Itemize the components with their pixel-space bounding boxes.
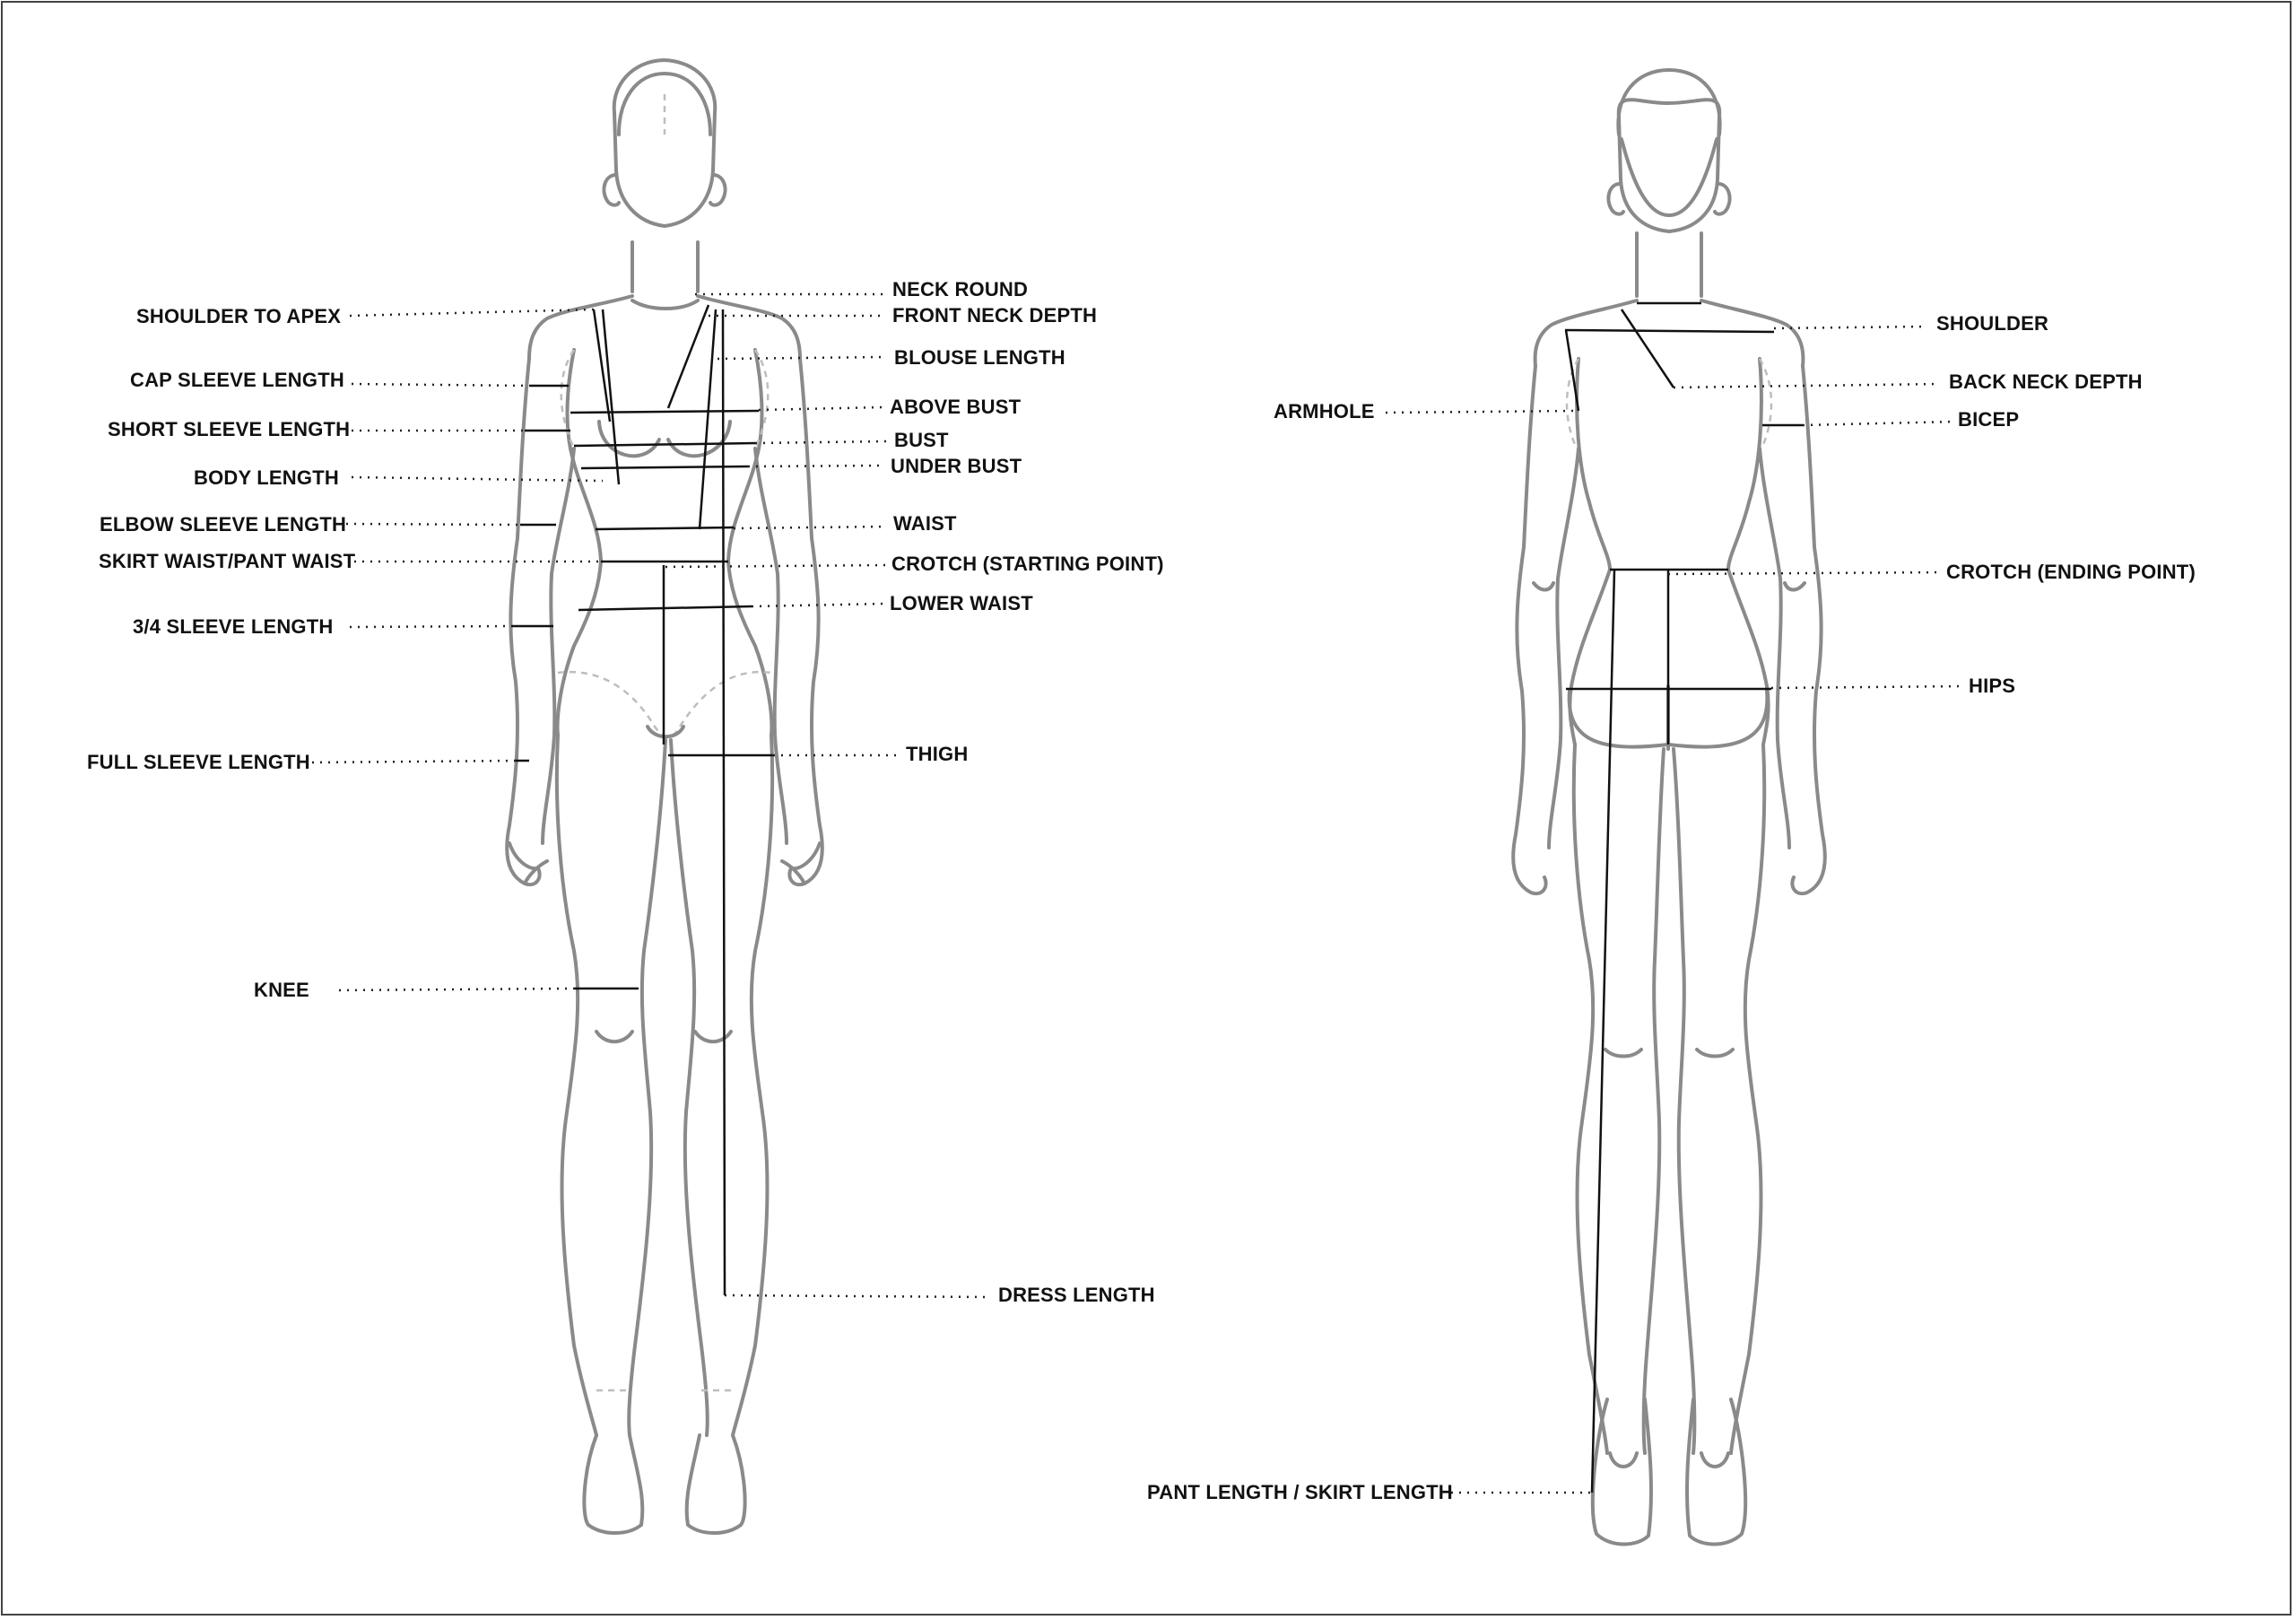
label-knee: KNEE	[254, 979, 309, 1001]
back-torso-left	[1570, 359, 1610, 745]
leader-dress-length	[725, 1295, 987, 1297]
label-bicep: BICEP	[1958, 408, 2020, 431]
leader-cap-sleeve	[352, 384, 529, 386]
back-heel-right	[1701, 1453, 1728, 1467]
front-crotch	[648, 727, 683, 736]
front-arm-right-outer	[789, 359, 822, 884]
label-pant-length-skirt-length: PANT LENGTH / SKIRT LENGTH	[1147, 1481, 1453, 1503]
label-waist: WAIST	[893, 512, 957, 535]
label-full-sleeve-length: FULL SLEEVE LENGTH	[87, 751, 310, 773]
label-dress-length: DRESS LENGTH	[998, 1284, 1155, 1306]
front-leg-left-inner	[629, 740, 665, 1435]
leader-bicep	[1803, 422, 1955, 425]
front-knee-left	[596, 1032, 632, 1041]
front-arm-left-outer	[507, 359, 539, 884]
back-torso-right	[1728, 359, 1769, 745]
label-crotch-starting-point: CROTCH (STARTING POINT)	[891, 553, 1164, 575]
back-neck-outline	[1637, 233, 1701, 296]
front-leg-left-outer	[557, 736, 596, 1435]
leader-bust	[755, 441, 886, 443]
back-leg-right-outer	[1731, 745, 1764, 1453]
back-arm-left-outer	[1513, 366, 1545, 893]
leader-hips	[1771, 686, 1962, 688]
front-knee-right	[695, 1032, 731, 1041]
front-bust-left	[599, 422, 659, 456]
back-hair-outline	[1622, 139, 1718, 215]
measure-waist	[596, 527, 734, 529]
leader-crotch-end	[1668, 572, 1939, 574]
leader-blouse-length	[718, 357, 886, 359]
measure-front-neck-depth	[668, 305, 709, 408]
label-back-neck-depth: BACK NECK DEPTH	[1949, 370, 2143, 393]
measure-bust	[574, 443, 755, 446]
label-lower-waist: LOWER WAIST	[890, 592, 1033, 614]
back-arm-right-outer	[1792, 366, 1824, 893]
back-shoulder-right	[1701, 300, 1803, 366]
measure-blouse-length	[700, 309, 716, 529]
front-neck-outline	[632, 242, 698, 292]
label-short-sleeve-length: SHORT SLEEVE LENGTH	[108, 418, 351, 440]
leader-body-length	[352, 477, 603, 481]
back-elbow-right	[1785, 583, 1805, 590]
front-shoulder-left	[529, 296, 632, 359]
leader-full-sleeve	[312, 761, 516, 762]
label-under-bust: UNDER BUST	[891, 455, 1022, 477]
label-body-length: BODY LENGTH	[194, 466, 339, 489]
label-shoulder: SHOULDER	[1936, 312, 2049, 335]
label-bust: BUST	[894, 429, 949, 451]
back-leg-right-inner	[1674, 749, 1694, 1453]
front-leg-right-inner	[671, 740, 708, 1435]
measure-above-bust	[570, 411, 759, 413]
back-figure	[1386, 70, 1962, 1545]
front-leg-right-outer	[733, 736, 772, 1435]
measure-shoulder	[1565, 330, 1774, 332]
front-foot-left	[584, 1435, 642, 1533]
measure-pant-length	[1592, 570, 1614, 1493]
measure-dress-length	[723, 309, 725, 1295]
back-knee-right	[1697, 1050, 1733, 1057]
measure-body-length	[603, 309, 619, 484]
front-bust-right	[668, 422, 730, 456]
label-cap-sleeve-length: CAP SLEEVE LENGTH	[130, 369, 344, 391]
label-blouse-length: BLOUSE LENGTH	[894, 346, 1065, 369]
front-torso-left	[558, 350, 601, 736]
leader-knee	[339, 989, 574, 990]
front-torso-right	[728, 350, 771, 736]
front-hair-outline	[619, 74, 710, 135]
leader-above-bust	[759, 407, 883, 410]
back-knee-left	[1605, 1050, 1641, 1057]
front-figure	[312, 60, 987, 1533]
label-three-quarter-sleeve-length: 3/4 SLEEVE LENGTH	[133, 615, 334, 638]
leader-three-quarter-sleeve	[350, 626, 511, 627]
label-skirt-waist-pant-waist: SKIRT WAIST/PANT WAIST	[99, 550, 356, 572]
leader-elbow-sleeve	[346, 524, 520, 525]
leader-armhole	[1386, 411, 1577, 413]
back-head-outline	[1619, 100, 1720, 231]
leader-shoulder	[1774, 327, 1926, 328]
back-elbow-left	[1534, 583, 1553, 590]
back-leg-left-inner	[1644, 749, 1664, 1453]
label-front-neck-depth: FRONT NECK DEPTH	[892, 304, 1098, 327]
front-foot-right	[687, 1435, 745, 1533]
front-head-outline	[614, 60, 716, 226]
front-neck-base	[632, 300, 698, 309]
back-heel-left	[1610, 1453, 1637, 1467]
label-thigh: THIGH	[906, 743, 969, 765]
measure-back-neck-depth	[1622, 309, 1674, 388]
label-hips: HIPS	[1969, 675, 2016, 697]
label-above-bust: ABOVE BUST	[890, 396, 1022, 418]
label-shoulder-to-apex: SHOULDER TO APEX	[136, 305, 342, 327]
label-armhole: ARMHOLE	[1274, 400, 1375, 422]
measure-lower-waist	[578, 606, 752, 610]
label-neck-round: NECK ROUND	[892, 278, 1029, 300]
label-elbow-sleeve-length: ELBOW SLEEVE LENGTH	[100, 513, 347, 536]
label-crotch-ending-point: CROTCH (ENDING POINT)	[1946, 561, 2196, 583]
